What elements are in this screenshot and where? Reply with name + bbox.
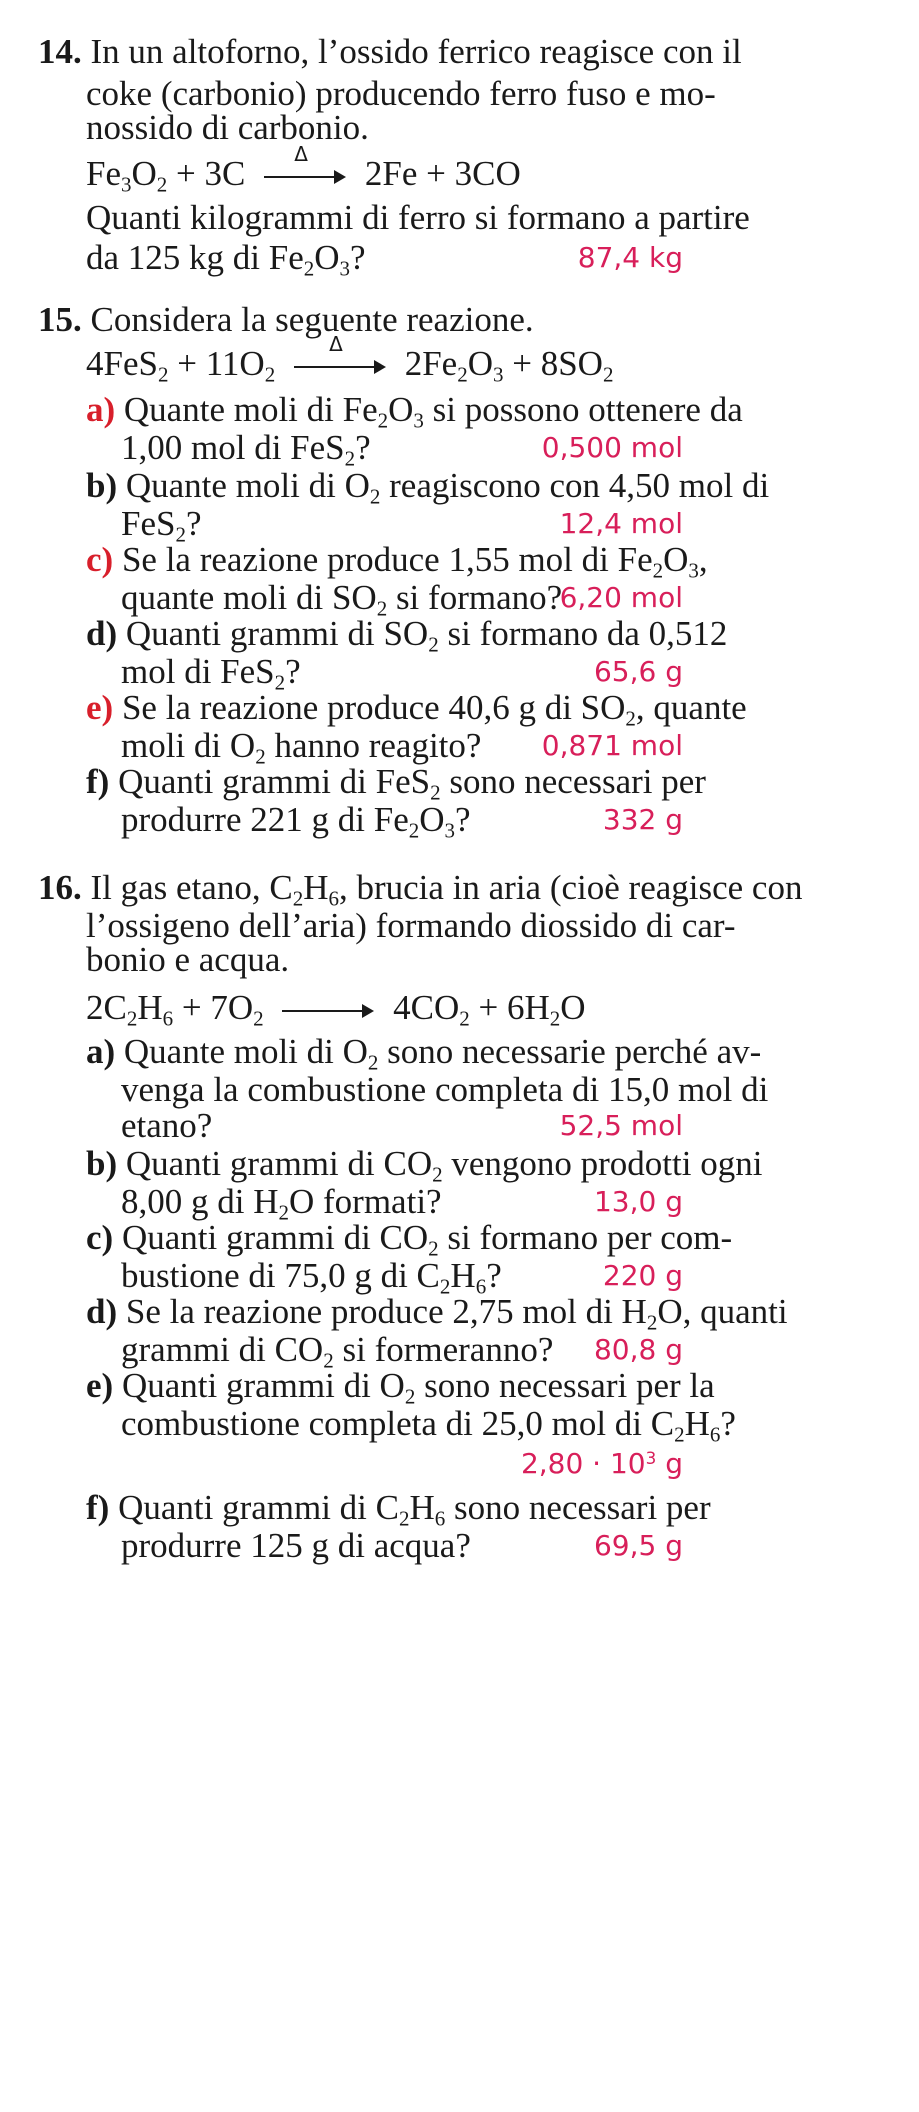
problem-16c-line-2: bustione di 75,0 g di $C_2H_6$? 220 g	[121, 1256, 683, 1299]
reaction-arrow-icon: Δ	[264, 167, 346, 187]
problem-16f-line-1: f) Quanti grammi di $C_2H_6$ sono necessari per	[86, 1488, 711, 1531]
problem-15a-line-2: 1,00 mol di FeS$_2$? 0,500 mol	[121, 428, 683, 471]
problem-16-line-2: l’ossigeno dell’aria) formando diossido di car-	[86, 906, 736, 945]
problem-15f-line-2: produrre 221 g di $Fe_2O_3$? 332 g	[121, 800, 683, 843]
problem-16c-line-1: c) Quanti grammi di $CO_2$ si formano per com-	[86, 1218, 733, 1261]
problem-15-equation: $4FeS_2 + 11O_2$ Δ $2Fe_2O_3 + 8SO_2$	[86, 331, 614, 387]
problem-16e-line-2: combustione completa di 25,0 mol di $C_2H_6$?	[121, 1404, 736, 1447]
answer: $2,80 \cdot 10^3$ g	[520, 1447, 683, 1480]
problem-15e-line-2: moli di $O_2$ hanno reagito? 0,871 mol	[121, 726, 683, 769]
answer: 80,8 g	[593, 1333, 683, 1366]
answer: 332 g	[602, 803, 683, 836]
problem-15b-line-1: b) Quante moli di $O_2$ reagiscono con 4,50 mol di	[86, 466, 770, 509]
problem-15e-line-1: e) Se la reazione produce 40,6 g di $SO_2$, quante	[86, 688, 747, 731]
problem-16a-line-2: venga la combustione completa di 15,0 mol di	[121, 1070, 769, 1109]
problem-16-line-3: bonio e acqua.	[86, 940, 290, 979]
part-letter: e)	[86, 1366, 114, 1405]
part-letter: f)	[86, 1488, 110, 1527]
problem-number: 16.	[38, 868, 82, 907]
answer: 220 g	[602, 1259, 683, 1292]
answer: 6,20 mol	[559, 581, 683, 614]
problem-15c-line-1: c) Se la reazione produce 1,55 mol di $Fe_2O_3$,	[86, 540, 708, 583]
problem-15f-line-1: f) Quanti grammi di FeS$_2$ sono necessari per	[86, 762, 706, 805]
answer: 69,5 g	[593, 1529, 683, 1562]
part-letter: b)	[86, 1144, 118, 1183]
answer: 87,4 kg	[577, 241, 683, 274]
problem-16e-line-1: e) Quanti grammi di $O_2$ sono necessari per la	[86, 1366, 715, 1409]
problem-15d-line-1: d) Quanti grammi di $SO_2$ si formano da 0,512	[86, 614, 728, 657]
part-letter: f)	[86, 762, 110, 801]
answer: 0,500 mol	[541, 431, 683, 464]
part-letter: d)	[86, 1292, 118, 1331]
reaction-arrow-icon	[282, 1001, 374, 1021]
problem-16-line-1: 16. Il gas etano, $C_2H_6$, brucia in aria (cioè reagisce con	[38, 868, 803, 911]
problem-14-question-1: Quanti kilogrammi di ferro si formano a partire	[86, 198, 750, 237]
problem-16-equation: $2C_2H_6 + 7O_2$ $4CO_2 + 6H_2O$	[86, 988, 586, 1031]
problem-16b-line-1: b) Quanti grammi di $CO_2$ vengono prodotti ogni	[86, 1144, 763, 1187]
problem-number: 14.	[38, 32, 82, 71]
problem-14-line-3: nossido di carbonio.	[86, 108, 369, 147]
answer: 52,5 mol	[559, 1109, 683, 1142]
problem-14-line-2: coke (carbonio) producendo ferro fuso e mo-	[86, 74, 716, 113]
answer: 13,0 g	[593, 1185, 683, 1218]
answer: 12,4 mol	[559, 507, 683, 540]
part-letter: a)	[86, 390, 116, 429]
problem-16f-line-2: produrre 125 g di acqua? 69,5 g	[121, 1526, 683, 1565]
part-letter: c)	[86, 540, 114, 579]
part-letter: d)	[86, 614, 118, 653]
problem-14-line-1: 14. In un altoforno, l’ossido ferrico reagisce con il	[38, 32, 742, 71]
problem-number: 15.	[38, 300, 82, 339]
problem-16a-line-1: a) Quante moli di $O_2$ sono necessarie perché av-	[86, 1032, 762, 1075]
reaction-arrow-icon: Δ	[294, 357, 386, 377]
problem-14-question-2: da 125 kg di $Fe_2O_3$? 87,4 kg	[86, 238, 683, 281]
part-letter: b)	[86, 466, 118, 505]
part-letter: e)	[86, 688, 114, 727]
problem-15c-line-2: quante moli di $SO_2$ si formano? 6,20 mol	[121, 578, 683, 621]
problem-15d-line-2: mol di FeS$_2$? 65,6 g	[121, 652, 683, 695]
answer: 0,871 mol	[541, 729, 683, 762]
problem-16d-line-2: grammi di $CO_2$ si formeranno? 80,8 g	[121, 1330, 683, 1373]
part-letter: c)	[86, 1218, 114, 1257]
problem-16d-line-1: d) Se la reazione produce 2,75 mol di $H_2O$, quanti	[86, 1292, 788, 1335]
problem-16a-line-3: etano? 52,5 mol	[121, 1106, 683, 1145]
problem-15b-line-2: FeS$_2$? 12,4 mol	[121, 504, 683, 547]
answer: 65,6 g	[593, 655, 683, 688]
problem-14-equation: $Fe_3O_2 + 3C$ Δ 2Fe + 3CO	[86, 141, 521, 197]
part-letter: a)	[86, 1032, 116, 1071]
problem-15a-line-1: a) Quante moli di $Fe_2O_3$ si possono ottenere da	[86, 390, 743, 433]
problem-16b-line-2: 8,00 g di $H_2O$ formati? 13,0 g	[121, 1182, 683, 1225]
problem-15-line-1: 15. Considera la seguente reazione.	[38, 300, 534, 339]
